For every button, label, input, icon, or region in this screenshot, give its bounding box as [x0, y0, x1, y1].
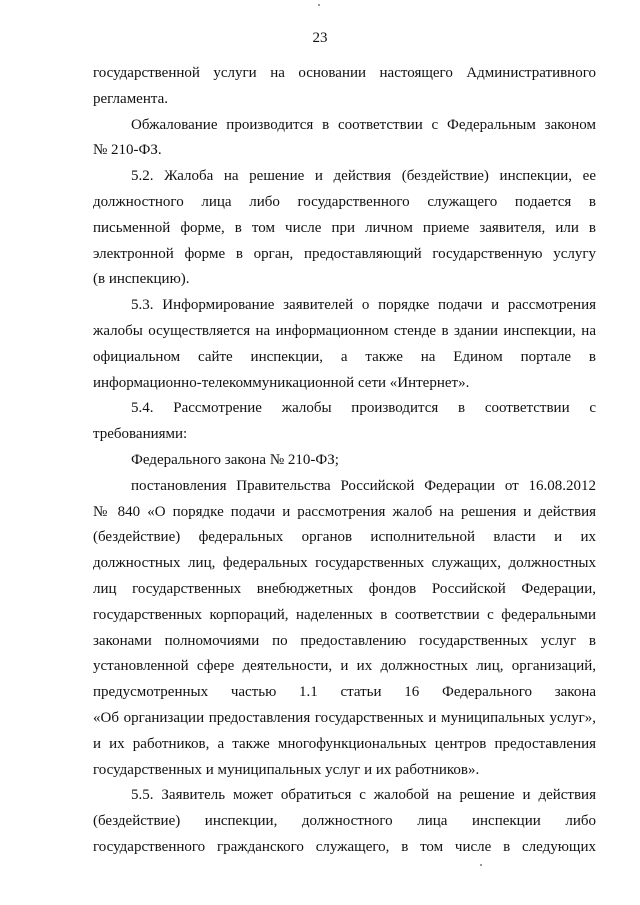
text-line: государственного гражданского служащего, в том числе в следующих	[93, 838, 596, 855]
text-line: должностного лица либо государственного служащего подается в	[93, 193, 596, 210]
text-line: должностных лиц, федеральных государственных служащих, должностных	[93, 555, 596, 572]
text-line: письменной форме, в том числе при личном приеме заявителя, или в	[93, 219, 596, 236]
text-line: (бездействие) инспекции, должностного лица инспекции либо	[93, 813, 596, 830]
text-line: требованиями:	[93, 426, 188, 443]
text-line: регламента.	[93, 90, 169, 107]
body-text	[93, 61, 596, 861]
text-line: «Об организации предоставления государственных и муниципальных услуг»,	[93, 709, 596, 726]
text-line: 5.5. Заявитель может обратиться с жалобой на решение и действия	[131, 787, 596, 804]
text-line: № 210-ФЗ.	[93, 142, 162, 159]
scan-speck	[318, 4, 320, 6]
page-number: 23	[312, 30, 328, 46]
text-line: электронной форме в орган, предоставляющий государственную услугу	[93, 245, 596, 262]
text-line: 5.3. Информирование заявителей о порядке подачи и рассмотрения	[131, 297, 596, 314]
text-line: постановления Правительства Российской Федерации от 16.08.2012	[131, 477, 596, 494]
text-line: государственных и муниципальных услуг и их работников».	[93, 761, 480, 778]
text-line: (бездействие) федеральных органов исполнительной власти и их	[93, 529, 596, 546]
text-line: законами полномочиями по предоставлению государственных услуг в	[93, 632, 596, 649]
text-line: информационно-телекоммуникационной сети «Интернет».	[93, 374, 470, 391]
text-line: № 840 «О порядке подачи и рассмотрения жалоб на решения и действия	[93, 503, 596, 520]
text-line: Федерального закона № 210-ФЗ;	[131, 451, 339, 468]
text-line: Обжалование производится в соответствии с Федеральным законом	[131, 116, 596, 133]
text-line: государственных корпораций, наделенных в соответствии с федеральными	[93, 606, 596, 623]
text-line: и их работников, а также многофункциональных центров предоставления	[93, 735, 596, 752]
text-line: 5.4. Рассмотрение жалобы производится в соответствии с	[131, 400, 596, 417]
text-line: официальном сайте инспекции, а также на Едином портале в	[93, 348, 596, 365]
text-line: лиц государственных внебюджетных фондов Российской Федерации,	[93, 580, 596, 597]
text-line: жалобы осуществляется на информационном стенде в здании инспекции, на	[93, 322, 596, 339]
text-line: предусмотренных частью 1.1 статьи 16 Федерального закона	[93, 684, 596, 701]
text-line: 5.2. Жалоба на решение и действия (бездействие) инспекции, ее	[131, 168, 596, 185]
text-line: государственной услуги на основании настоящего Административного	[93, 65, 596, 81]
scan-speck	[480, 864, 482, 866]
text-line: установленной сфере деятельности, и их должностных лиц, организаций,	[93, 658, 596, 675]
text-line: (в инспекцию).	[93, 271, 190, 288]
